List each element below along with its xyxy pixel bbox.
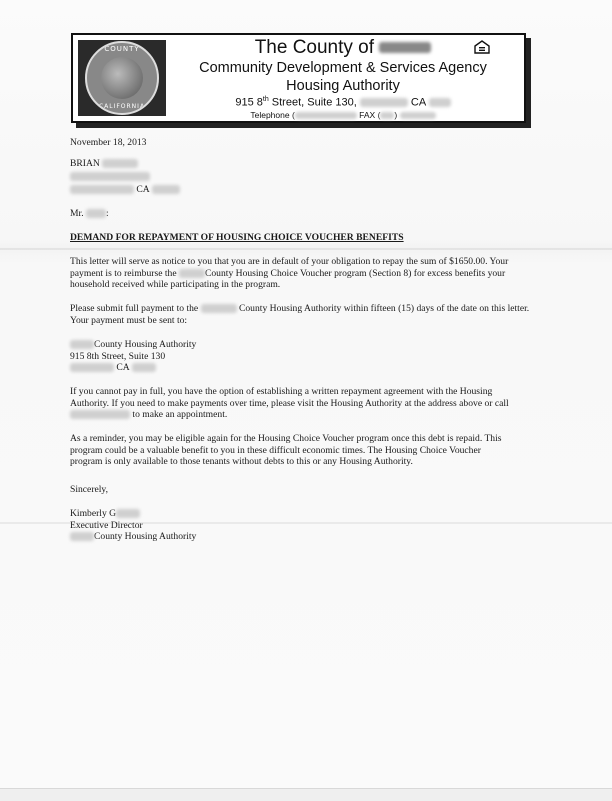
letterhead-address: 915 8th Street, Suite 130, CA [173, 96, 513, 109]
redaction [70, 410, 130, 419]
letter-subject: DEMAND FOR REPAYMENT OF HOUSING CHOICE VOUCHER BENEFITS [70, 232, 404, 243]
redaction [70, 172, 150, 181]
redaction [70, 340, 94, 349]
paragraph-payment: Please submit full payment to the County Housing Authority within fifteen (15) days of the date on this letter. Your payment must be sent to: [70, 303, 530, 326]
recipient-street [70, 171, 150, 183]
letterhead [71, 33, 526, 123]
salutation: Mr. : [70, 208, 109, 219]
redaction [380, 112, 394, 119]
redaction [70, 532, 94, 541]
closing: Sincerely, [70, 484, 109, 495]
redaction [400, 112, 436, 119]
county-seal [78, 40, 166, 116]
redaction [70, 363, 114, 372]
letter-date: November 18, 2013 [70, 137, 147, 148]
seal-top-text: COUNTY [104, 45, 140, 53]
paragraph-notice: This letter will serve as notice to you that you are in default of your obligation to repay the sum of $1650.00. Your payment is to reimburse the County Housing Choice Voucher program (Section 8) for excess benefits your household received while participating in the program. [70, 256, 509, 290]
signature-block: Kimberly G Executive Director County Housing Authority [70, 508, 197, 542]
paper-fold [0, 248, 612, 250]
paragraph-reminder: As a reminder, you may be eligible again for the Housing Choice Voucher program once this debt is repaid. This program could be a valuable benefit to you in these difficult economic times. The Housing Choice Voucher program is only available to those tenants without debts to this or any Housing Authority. [70, 433, 502, 467]
letterhead-county-title: The County of [173, 37, 513, 59]
recipient-city: CA [70, 184, 180, 196]
redaction [429, 98, 451, 107]
redaction [360, 98, 408, 107]
remit-address: County Housing Authority 915 8th Street, Suite 130 CA [70, 339, 197, 373]
redaction [86, 209, 106, 218]
scan-edge [0, 788, 612, 801]
redaction [201, 304, 237, 313]
redaction [152, 185, 180, 194]
letterhead-department: Housing Authority [286, 78, 400, 94]
redaction [295, 112, 357, 119]
equal-housing-icon [474, 40, 490, 54]
recipient-name: BRIAN [70, 158, 138, 170]
letterhead-phone-fax: Telephone ( FAX ( ) [173, 110, 513, 120]
seal-bottom-text: CALIFORNIA [98, 103, 146, 110]
redaction [379, 42, 431, 53]
paragraph-options: If you cannot pay in full, you have the option of establishing a written repayment agreement with the Housing Authority. If you need to make payments over time, please visit the Housing Authority at the address above or call to make an appointment. [70, 386, 509, 420]
redaction [102, 159, 138, 168]
redaction [70, 185, 134, 194]
redaction [116, 509, 140, 518]
redaction [179, 269, 205, 278]
redaction [132, 363, 156, 372]
seal-emblem-icon [85, 41, 159, 115]
letterhead-agency-name: Community Development & Services Agency [199, 60, 487, 76]
